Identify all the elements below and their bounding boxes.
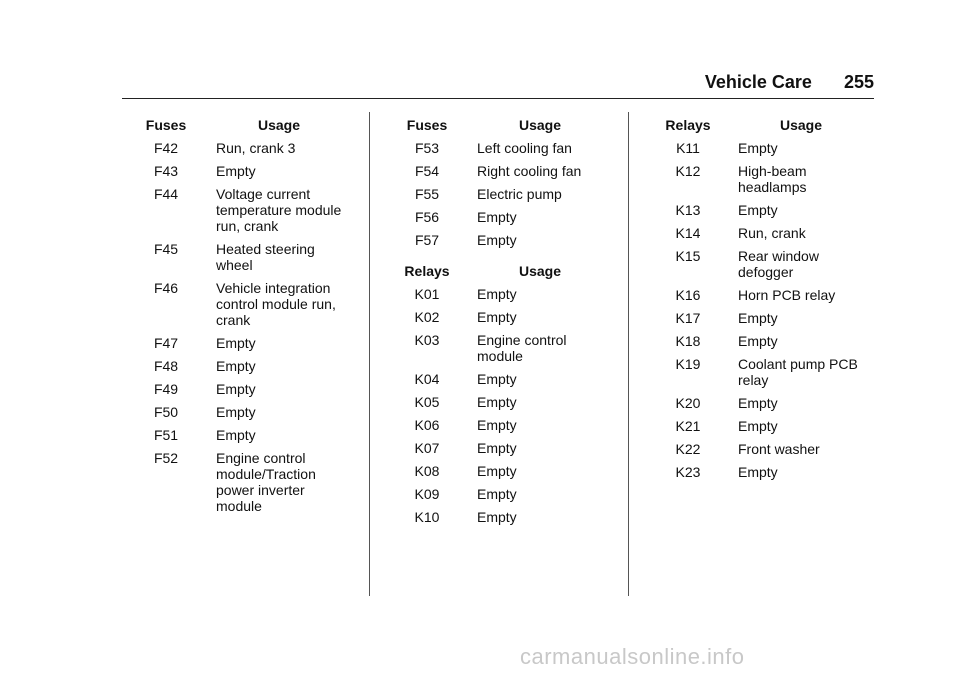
usage-description: Empty — [216, 358, 256, 374]
table-row — [389, 140, 615, 156]
usage-description: Left cooling fan — [477, 140, 572, 156]
usage-description: Empty — [477, 417, 517, 433]
table-row — [389, 209, 615, 225]
table-subheader — [389, 263, 615, 279]
table-row — [389, 163, 615, 179]
fuse-relay-code: K02 — [414, 309, 440, 325]
table-row — [650, 287, 876, 303]
usage-description: Engine control module — [477, 332, 567, 364]
watermark: carmanualsonline.info — [520, 644, 745, 669]
usage-description: Empty — [216, 404, 256, 420]
fuse-relay-code: K08 — [414, 463, 440, 479]
header-code: Fuses — [406, 117, 448, 133]
table-body — [389, 140, 615, 248]
usage-description: Empty — [738, 333, 778, 349]
table-column-2 — [389, 117, 615, 532]
table-body — [650, 140, 876, 480]
fuse-relay-code: F47 — [153, 335, 179, 351]
table-row — [650, 418, 876, 434]
usage-description: Empty — [738, 140, 778, 156]
usage-description: Vehicle integration control module run, crank — [216, 280, 336, 328]
fuse-relay-code: F57 — [414, 232, 440, 248]
table-row — [128, 427, 354, 443]
fuse-relay-code: K15 — [675, 248, 701, 264]
usage-description: Run, crank 3 — [216, 140, 296, 156]
fuse-relay-code: F43 — [153, 163, 179, 179]
usage-description: Right cooling fan — [477, 163, 582, 179]
table-row — [389, 286, 615, 302]
fuse-relay-code: K05 — [414, 394, 440, 410]
usage-description: Horn PCB relay — [738, 287, 836, 303]
usage-description: Coolant pump PCB relay — [738, 356, 858, 388]
table-row — [650, 395, 876, 411]
table-row — [128, 280, 354, 328]
fuse-relay-code: K01 — [414, 286, 440, 302]
usage-description: Empty — [738, 310, 778, 326]
usage-description: Empty — [216, 163, 256, 179]
fuse-relay-code: F44 — [153, 186, 179, 202]
fuse-relay-code: F51 — [153, 427, 179, 443]
fuse-relay-code: F42 — [153, 140, 179, 156]
table-row — [650, 248, 876, 280]
fuse-relay-code: K21 — [675, 418, 701, 434]
fuse-relay-code: K17 — [675, 310, 701, 326]
fuse-relay-code: K16 — [675, 287, 701, 303]
fuse-relay-code: K03 — [414, 332, 440, 348]
fuse-relay-code: F55 — [414, 186, 440, 202]
fuse-relay-code: K04 — [414, 371, 440, 387]
table-row — [389, 440, 615, 456]
section-title: Vehicle Care — [704, 72, 812, 92]
table-row — [389, 394, 615, 410]
table-row — [650, 333, 876, 349]
table-row — [650, 202, 876, 218]
header-usage: Usage — [779, 117, 823, 133]
table-row — [650, 464, 876, 480]
fuse-relay-code: K13 — [675, 202, 701, 218]
fuse-relay-code: F56 — [414, 209, 440, 225]
fuse-relay-code: K06 — [414, 417, 440, 433]
fuse-relay-code: K10 — [414, 509, 440, 525]
table-row — [389, 509, 615, 525]
usage-description: Empty — [477, 309, 517, 325]
fuse-relay-code: K12 — [675, 163, 701, 179]
fuse-relay-code: K22 — [675, 441, 701, 457]
header-code: Relays — [665, 117, 711, 133]
usage-description: Run, crank — [738, 225, 806, 241]
table-row — [650, 225, 876, 241]
table-row — [389, 332, 615, 364]
table-row — [128, 140, 354, 156]
table-row — [128, 241, 354, 273]
header-usage: Usage — [518, 263, 562, 279]
column-divider — [628, 112, 629, 596]
table-row — [389, 232, 615, 248]
usage-description: Empty — [477, 486, 517, 502]
page-header — [122, 72, 874, 93]
usage-description: Rear window defogger — [738, 248, 819, 280]
usage-description: Empty — [216, 335, 256, 351]
column-divider — [369, 112, 370, 596]
table-column-3 — [650, 117, 876, 487]
table-row — [128, 163, 354, 179]
header-usage: Usage — [257, 117, 301, 133]
usage-description: Empty — [477, 232, 517, 248]
fuse-relay-code: K19 — [675, 356, 701, 372]
header-usage: Usage — [518, 117, 562, 133]
fuse-relay-code: F48 — [153, 358, 179, 374]
fuse-relay-code: K23 — [675, 464, 701, 480]
header-rule — [122, 98, 874, 99]
table-row — [389, 309, 615, 325]
table-header — [128, 117, 354, 133]
fuse-relay-code: F45 — [153, 241, 179, 257]
fuse-relay-code: F54 — [414, 163, 440, 179]
table-row — [650, 441, 876, 457]
table-row — [650, 140, 876, 156]
usage-description: Empty — [477, 463, 517, 479]
usage-description: Empty — [477, 509, 517, 525]
usage-description: Electric pump — [477, 186, 562, 202]
usage-description: Voltage current temperature module run, crank — [216, 186, 342, 234]
table-row — [128, 335, 354, 351]
usage-description: Empty — [477, 209, 517, 225]
table-row — [389, 371, 615, 387]
table-header — [389, 117, 615, 133]
table-row — [389, 417, 615, 433]
fuse-relay-code: K07 — [414, 440, 440, 456]
usage-description: Empty — [738, 464, 778, 480]
usage-description: Empty — [216, 427, 256, 443]
usage-description: Empty — [738, 418, 778, 434]
table-row — [389, 463, 615, 479]
table-row — [128, 404, 354, 420]
usage-description: Empty — [477, 440, 517, 456]
usage-description: Empty — [477, 394, 517, 410]
table-row — [128, 186, 354, 234]
header-code: Relays — [404, 263, 450, 279]
usage-description: Empty — [738, 202, 778, 218]
usage-description: Front washer — [738, 441, 820, 457]
usage-description: Empty — [216, 381, 256, 397]
fuse-relay-code: K11 — [676, 140, 700, 156]
table-row — [128, 381, 354, 397]
table-row — [650, 310, 876, 326]
usage-description: High-beam headlamps — [738, 163, 807, 195]
header-code: Fuses — [145, 117, 187, 133]
usage-description: Heated steering wheel — [216, 241, 315, 273]
fuse-relay-code: F50 — [153, 404, 179, 420]
table-body — [128, 140, 354, 514]
fuse-relay-code: F49 — [153, 381, 179, 397]
usage-description: Empty — [477, 286, 517, 302]
page-number: 255 — [843, 72, 874, 92]
table-row — [128, 450, 354, 514]
fuse-relay-code: F46 — [153, 280, 179, 296]
table-row — [389, 186, 615, 202]
usage-description: Empty — [738, 395, 778, 411]
fuse-relay-code: K14 — [675, 225, 701, 241]
fuse-relay-code: K18 — [675, 333, 701, 349]
table-header — [650, 117, 876, 133]
table-body — [389, 286, 615, 525]
table-row — [128, 358, 354, 374]
table-row — [650, 163, 876, 195]
usage-description: Engine control module/Traction power inverter module — [216, 450, 316, 514]
usage-description: Empty — [477, 371, 517, 387]
fuse-relay-code: F53 — [414, 140, 440, 156]
fuse-relay-code: F52 — [153, 450, 179, 466]
table-row — [389, 486, 615, 502]
fuse-relay-code: K09 — [414, 486, 440, 502]
table-row — [650, 356, 876, 388]
table-column-1 — [128, 117, 354, 521]
fuse-relay-code: K20 — [675, 395, 701, 411]
